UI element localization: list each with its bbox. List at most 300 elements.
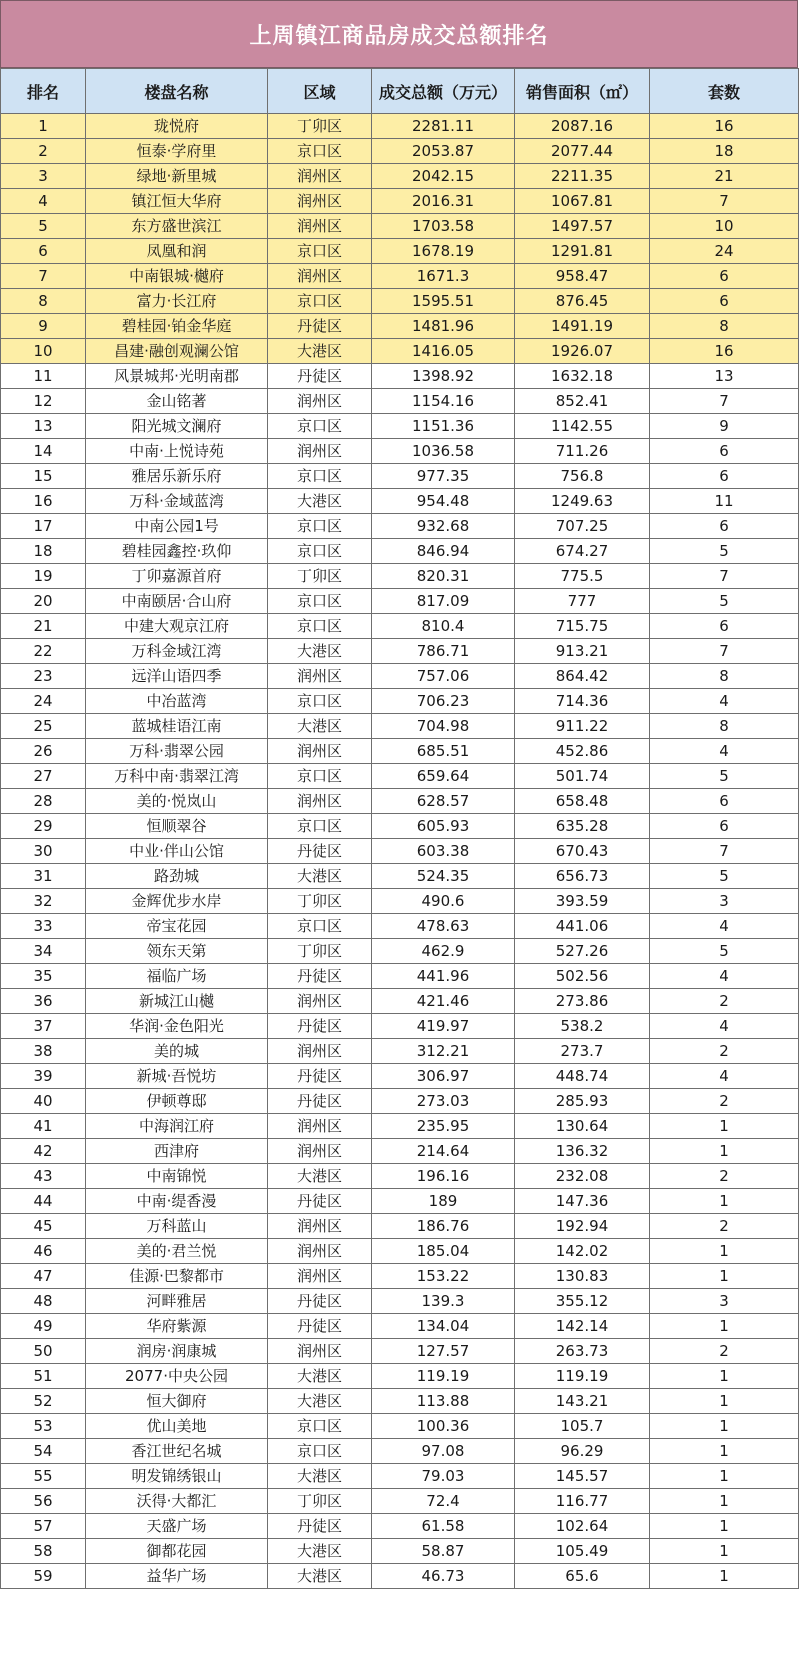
cell-total-amount: 628.57 xyxy=(372,789,515,814)
cell-rank: 24 xyxy=(1,689,86,714)
cell-project-name: 新城·吾悦坊 xyxy=(86,1064,268,1089)
cell-units: 5 xyxy=(650,764,799,789)
cell-project-name: 镇江恒大华府 xyxy=(86,189,268,214)
cell-district: 大港区 xyxy=(268,714,372,739)
cell-rank: 9 xyxy=(1,314,86,339)
cell-total-amount: 441.96 xyxy=(372,964,515,989)
cell-total-amount: 2016.31 xyxy=(372,189,515,214)
cell-project-name: 远洋山语四季 xyxy=(86,664,268,689)
table-row xyxy=(1,689,799,714)
cell-units: 7 xyxy=(650,839,799,864)
cell-district: 京口区 xyxy=(268,414,372,439)
cell-total-amount: 706.23 xyxy=(372,689,515,714)
cell-project-name: 丁卯嘉源首府 xyxy=(86,564,268,589)
cell-rank: 13 xyxy=(1,414,86,439)
cell-units: 6 xyxy=(650,464,799,489)
cell-project-name: 昌建·融创观澜公馆 xyxy=(86,339,268,364)
table-row xyxy=(1,1539,799,1564)
cell-district: 丁卯区 xyxy=(268,889,372,914)
cell-sales-area: 756.8 xyxy=(515,464,650,489)
cell-units: 8 xyxy=(650,314,799,339)
cell-district: 大港区 xyxy=(268,1389,372,1414)
cell-total-amount: 186.76 xyxy=(372,1214,515,1239)
cell-rank: 33 xyxy=(1,914,86,939)
cell-project-name: 华府紫源 xyxy=(86,1314,268,1339)
table-row xyxy=(1,864,799,889)
cell-units: 6 xyxy=(650,514,799,539)
cell-sales-area: 142.14 xyxy=(515,1314,650,1339)
cell-sales-area: 263.73 xyxy=(515,1339,650,1364)
cell-units: 1 xyxy=(650,1314,799,1339)
cell-project-name: 蓝城桂语江南 xyxy=(86,714,268,739)
ranking-table xyxy=(0,68,799,1589)
cell-rank: 51 xyxy=(1,1364,86,1389)
cell-project-name: 美的·君兰悦 xyxy=(86,1239,268,1264)
table-row xyxy=(1,214,799,239)
cell-district: 丹徒区 xyxy=(268,1289,372,1314)
cell-units: 1 xyxy=(650,1264,799,1289)
cell-units: 5 xyxy=(650,539,799,564)
cell-rank: 6 xyxy=(1,239,86,264)
cell-units: 6 xyxy=(650,614,799,639)
cell-total-amount: 704.98 xyxy=(372,714,515,739)
cell-units: 4 xyxy=(650,964,799,989)
cell-project-name: 中南·上悦诗苑 xyxy=(86,439,268,464)
table-row xyxy=(1,639,799,664)
cell-project-name: 沃得·大都汇 xyxy=(86,1489,268,1514)
table-row xyxy=(1,964,799,989)
cell-sales-area: 958.47 xyxy=(515,264,650,289)
cell-sales-area: 538.2 xyxy=(515,1014,650,1039)
cell-rank: 34 xyxy=(1,939,86,964)
cell-district: 大港区 xyxy=(268,1464,372,1489)
cell-district: 润州区 xyxy=(268,1114,372,1139)
cell-total-amount: 810.4 xyxy=(372,614,515,639)
cell-project-name: 西津府 xyxy=(86,1139,268,1164)
cell-units: 2 xyxy=(650,1089,799,1114)
cell-rank: 36 xyxy=(1,989,86,1014)
cell-district: 丁卯区 xyxy=(268,114,372,139)
cell-district: 京口区 xyxy=(268,1439,372,1464)
cell-sales-area: 711.26 xyxy=(515,439,650,464)
table-row xyxy=(1,389,799,414)
cell-total-amount: 817.09 xyxy=(372,589,515,614)
cell-project-name: 雅居乐新乐府 xyxy=(86,464,268,489)
table-row xyxy=(1,1314,799,1339)
cell-project-name: 万科·翡翠公园 xyxy=(86,739,268,764)
cell-rank: 28 xyxy=(1,789,86,814)
cell-rank: 16 xyxy=(1,489,86,514)
cell-units: 21 xyxy=(650,164,799,189)
cell-sales-area: 147.36 xyxy=(515,1189,650,1214)
header-rank: 排名 xyxy=(1,69,86,114)
cell-district: 润州区 xyxy=(268,1264,372,1289)
table-row xyxy=(1,739,799,764)
table-row xyxy=(1,239,799,264)
cell-district: 丹徒区 xyxy=(268,1014,372,1039)
cell-units: 2 xyxy=(650,1339,799,1364)
table-row xyxy=(1,939,799,964)
table-row xyxy=(1,1264,799,1289)
table-row xyxy=(1,514,799,539)
cell-units: 6 xyxy=(650,789,799,814)
header-units: 套数 xyxy=(650,69,799,114)
header-district: 区域 xyxy=(268,69,372,114)
cell-project-name: 香江世纪名城 xyxy=(86,1439,268,1464)
header-project-name: 楼盘名称 xyxy=(86,69,268,114)
cell-total-amount: 100.36 xyxy=(372,1414,515,1439)
cell-sales-area: 913.21 xyxy=(515,639,650,664)
cell-units: 6 xyxy=(650,814,799,839)
table-row xyxy=(1,464,799,489)
cell-total-amount: 1151.36 xyxy=(372,414,515,439)
cell-sales-area: 2087.16 xyxy=(515,114,650,139)
cell-units: 1 xyxy=(650,1439,799,1464)
cell-rank: 32 xyxy=(1,889,86,914)
cell-project-name: 珑悦府 xyxy=(86,114,268,139)
cell-units: 1 xyxy=(650,1489,799,1514)
cell-district: 润州区 xyxy=(268,664,372,689)
cell-units: 1 xyxy=(650,1239,799,1264)
cell-rank: 7 xyxy=(1,264,86,289)
cell-sales-area: 65.6 xyxy=(515,1564,650,1589)
cell-total-amount: 312.21 xyxy=(372,1039,515,1064)
cell-rank: 29 xyxy=(1,814,86,839)
cell-sales-area: 105.7 xyxy=(515,1414,650,1439)
cell-units: 1 xyxy=(650,1539,799,1564)
cell-total-amount: 2281.11 xyxy=(372,114,515,139)
table-row xyxy=(1,914,799,939)
cell-total-amount: 2042.15 xyxy=(372,164,515,189)
table-row xyxy=(1,364,799,389)
cell-project-name: 金辉优步水岸 xyxy=(86,889,268,914)
cell-sales-area: 393.59 xyxy=(515,889,650,914)
cell-rank: 46 xyxy=(1,1239,86,1264)
cell-sales-area: 448.74 xyxy=(515,1064,650,1089)
table-row xyxy=(1,1164,799,1189)
table-row xyxy=(1,164,799,189)
cell-project-name: 华润·金色阳光 xyxy=(86,1014,268,1039)
cell-total-amount: 306.97 xyxy=(372,1064,515,1089)
cell-rank: 12 xyxy=(1,389,86,414)
cell-rank: 37 xyxy=(1,1014,86,1039)
cell-total-amount: 134.04 xyxy=(372,1314,515,1339)
cell-units: 7 xyxy=(650,639,799,664)
cell-total-amount: 127.57 xyxy=(372,1339,515,1364)
table-row xyxy=(1,1014,799,1039)
cell-total-amount: 1671.3 xyxy=(372,264,515,289)
cell-units: 16 xyxy=(650,114,799,139)
cell-sales-area: 143.21 xyxy=(515,1389,650,1414)
cell-district: 京口区 xyxy=(268,464,372,489)
table-row xyxy=(1,414,799,439)
cell-district: 丹徒区 xyxy=(268,1064,372,1089)
cell-project-name: 新城江山樾 xyxy=(86,989,268,1014)
cell-total-amount: 524.35 xyxy=(372,864,515,889)
cell-units: 2 xyxy=(650,1164,799,1189)
cell-total-amount: 462.9 xyxy=(372,939,515,964)
cell-sales-area: 658.48 xyxy=(515,789,650,814)
cell-rank: 41 xyxy=(1,1114,86,1139)
cell-district: 大港区 xyxy=(268,489,372,514)
cell-sales-area: 102.64 xyxy=(515,1514,650,1539)
cell-rank: 2 xyxy=(1,139,86,164)
cell-project-name: 益华广场 xyxy=(86,1564,268,1589)
cell-total-amount: 1036.58 xyxy=(372,439,515,464)
cell-total-amount: 273.03 xyxy=(372,1089,515,1114)
cell-project-name: 明发锦绣银山 xyxy=(86,1464,268,1489)
cell-project-name: 恒顺翠谷 xyxy=(86,814,268,839)
cell-sales-area: 1497.57 xyxy=(515,214,650,239)
cell-units: 1 xyxy=(650,1389,799,1414)
cell-district: 润州区 xyxy=(268,989,372,1014)
cell-district: 大港区 xyxy=(268,1539,372,1564)
cell-total-amount: 1703.58 xyxy=(372,214,515,239)
cell-district: 大港区 xyxy=(268,339,372,364)
cell-rank: 18 xyxy=(1,539,86,564)
cell-project-name: 美的·悦岚山 xyxy=(86,789,268,814)
table-row xyxy=(1,764,799,789)
cell-rank: 14 xyxy=(1,439,86,464)
cell-total-amount: 605.93 xyxy=(372,814,515,839)
table-row xyxy=(1,314,799,339)
cell-project-name: 东方盛世滨江 xyxy=(86,214,268,239)
cell-rank: 10 xyxy=(1,339,86,364)
cell-project-name: 万科蓝山 xyxy=(86,1214,268,1239)
cell-sales-area: 1249.63 xyxy=(515,489,650,514)
cell-sales-area: 145.57 xyxy=(515,1464,650,1489)
table-row xyxy=(1,1364,799,1389)
cell-district: 京口区 xyxy=(268,614,372,639)
cell-district: 润州区 xyxy=(268,389,372,414)
cell-units: 1 xyxy=(650,1364,799,1389)
cell-rank: 21 xyxy=(1,614,86,639)
cell-sales-area: 715.75 xyxy=(515,614,650,639)
cell-units: 4 xyxy=(650,1014,799,1039)
cell-units: 6 xyxy=(650,439,799,464)
cell-district: 丹徒区 xyxy=(268,839,372,864)
cell-project-name: 中南颐居·合山府 xyxy=(86,589,268,614)
table-body xyxy=(1,114,799,1589)
cell-district: 京口区 xyxy=(268,239,372,264)
cell-project-name: 中南银城·樾府 xyxy=(86,264,268,289)
cell-total-amount: 757.06 xyxy=(372,664,515,689)
cell-project-name: 福临广场 xyxy=(86,964,268,989)
cell-rank: 44 xyxy=(1,1189,86,1214)
table-row xyxy=(1,1339,799,1364)
cell-project-name: 万科金域江湾 xyxy=(86,639,268,664)
cell-units: 5 xyxy=(650,939,799,964)
cell-units: 4 xyxy=(650,914,799,939)
table-row xyxy=(1,814,799,839)
table-row xyxy=(1,664,799,689)
cell-sales-area: 527.26 xyxy=(515,939,650,964)
cell-total-amount: 1416.05 xyxy=(372,339,515,364)
cell-units: 1 xyxy=(650,1189,799,1214)
cell-district: 润州区 xyxy=(268,214,372,239)
cell-rank: 43 xyxy=(1,1164,86,1189)
cell-total-amount: 846.94 xyxy=(372,539,515,564)
cell-sales-area: 775.5 xyxy=(515,564,650,589)
cell-rank: 52 xyxy=(1,1389,86,1414)
table-row xyxy=(1,489,799,514)
table-row xyxy=(1,1114,799,1139)
cell-rank: 1 xyxy=(1,114,86,139)
cell-rank: 59 xyxy=(1,1564,86,1589)
cell-district: 丁卯区 xyxy=(268,564,372,589)
cell-rank: 15 xyxy=(1,464,86,489)
table-row xyxy=(1,564,799,589)
cell-units: 13 xyxy=(650,364,799,389)
cell-total-amount: 419.97 xyxy=(372,1014,515,1039)
cell-units: 24 xyxy=(650,239,799,264)
cell-rank: 3 xyxy=(1,164,86,189)
cell-project-name: 中业·伴山公馆 xyxy=(86,839,268,864)
cell-district: 京口区 xyxy=(268,589,372,614)
cell-project-name: 中南锦悦 xyxy=(86,1164,268,1189)
cell-units: 1 xyxy=(650,1514,799,1539)
cell-project-name: 碧桂园鑫控·玖仰 xyxy=(86,539,268,564)
cell-units: 4 xyxy=(650,689,799,714)
cell-units: 4 xyxy=(650,739,799,764)
cell-district: 京口区 xyxy=(268,1414,372,1439)
cell-project-name: 御都花园 xyxy=(86,1539,268,1564)
table-row xyxy=(1,989,799,1014)
cell-district: 京口区 xyxy=(268,689,372,714)
cell-project-name: 佳源·巴黎都市 xyxy=(86,1264,268,1289)
cell-total-amount: 977.35 xyxy=(372,464,515,489)
cell-sales-area: 136.32 xyxy=(515,1139,650,1164)
table-row xyxy=(1,589,799,614)
cell-district: 润州区 xyxy=(268,1214,372,1239)
table-row xyxy=(1,1039,799,1064)
cell-sales-area: 273.7 xyxy=(515,1039,650,1064)
cell-project-name: 中南公园1号 xyxy=(86,514,268,539)
cell-district: 京口区 xyxy=(268,814,372,839)
cell-district: 润州区 xyxy=(268,264,372,289)
cell-units: 1 xyxy=(650,1464,799,1489)
cell-total-amount: 2053.87 xyxy=(372,139,515,164)
cell-sales-area: 707.25 xyxy=(515,514,650,539)
cell-units: 10 xyxy=(650,214,799,239)
cell-units: 5 xyxy=(650,864,799,889)
cell-total-amount: 196.16 xyxy=(372,1164,515,1189)
cell-district: 丹徒区 xyxy=(268,1189,372,1214)
cell-sales-area: 130.64 xyxy=(515,1114,650,1139)
cell-sales-area: 192.94 xyxy=(515,1214,650,1239)
cell-district: 润州区 xyxy=(268,1339,372,1364)
cell-sales-area: 2211.35 xyxy=(515,164,650,189)
table-row xyxy=(1,714,799,739)
cell-district: 丹徒区 xyxy=(268,314,372,339)
table-row xyxy=(1,1289,799,1314)
cell-total-amount: 214.64 xyxy=(372,1139,515,1164)
cell-sales-area: 501.74 xyxy=(515,764,650,789)
cell-project-name: 中南·缇香漫 xyxy=(86,1189,268,1214)
cell-project-name: 绿地·新里城 xyxy=(86,164,268,189)
cell-total-amount: 1154.16 xyxy=(372,389,515,414)
cell-total-amount: 1678.19 xyxy=(372,239,515,264)
table-row xyxy=(1,114,799,139)
cell-total-amount: 659.64 xyxy=(372,764,515,789)
cell-district: 大港区 xyxy=(268,1364,372,1389)
table-row xyxy=(1,1239,799,1264)
cell-sales-area: 1926.07 xyxy=(515,339,650,364)
header-sales-area: 销售面积（㎡） xyxy=(515,69,650,114)
cell-rank: 11 xyxy=(1,364,86,389)
cell-sales-area: 355.12 xyxy=(515,1289,650,1314)
cell-total-amount: 954.48 xyxy=(372,489,515,514)
cell-units: 7 xyxy=(650,189,799,214)
table-row xyxy=(1,1414,799,1439)
cell-district: 丹徒区 xyxy=(268,364,372,389)
cell-sales-area: 852.41 xyxy=(515,389,650,414)
cell-units: 5 xyxy=(650,589,799,614)
table-row xyxy=(1,1489,799,1514)
cell-district: 大港区 xyxy=(268,864,372,889)
cell-total-amount: 72.4 xyxy=(372,1489,515,1514)
cell-district: 京口区 xyxy=(268,139,372,164)
cell-project-name: 领东天第 xyxy=(86,939,268,964)
cell-sales-area: 232.08 xyxy=(515,1164,650,1189)
cell-units: 7 xyxy=(650,564,799,589)
table-row xyxy=(1,139,799,164)
cell-total-amount: 786.71 xyxy=(372,639,515,664)
cell-project-name: 优山美地 xyxy=(86,1414,268,1439)
table-row xyxy=(1,1189,799,1214)
table-row xyxy=(1,289,799,314)
table-row xyxy=(1,839,799,864)
cell-rank: 39 xyxy=(1,1064,86,1089)
cell-total-amount: 1595.51 xyxy=(372,289,515,314)
cell-sales-area: 670.43 xyxy=(515,839,650,864)
table-row xyxy=(1,1464,799,1489)
cell-project-name: 金山铭著 xyxy=(86,389,268,414)
cell-total-amount: 61.58 xyxy=(372,1514,515,1539)
cell-units: 8 xyxy=(650,664,799,689)
cell-rank: 40 xyxy=(1,1089,86,1114)
cell-district: 京口区 xyxy=(268,914,372,939)
cell-rank: 19 xyxy=(1,564,86,589)
cell-project-name: 万科中南·翡翠江湾 xyxy=(86,764,268,789)
table-row xyxy=(1,439,799,464)
table-row xyxy=(1,189,799,214)
cell-district: 京口区 xyxy=(268,539,372,564)
cell-rank: 53 xyxy=(1,1414,86,1439)
cell-sales-area: 714.36 xyxy=(515,689,650,714)
table-header-row xyxy=(1,69,799,114)
cell-rank: 48 xyxy=(1,1289,86,1314)
cell-sales-area: 116.77 xyxy=(515,1489,650,1514)
cell-district: 丹徒区 xyxy=(268,1314,372,1339)
cell-sales-area: 142.02 xyxy=(515,1239,650,1264)
cell-project-name: 碧桂园·铂金华庭 xyxy=(86,314,268,339)
cell-district: 京口区 xyxy=(268,514,372,539)
table-row xyxy=(1,1214,799,1239)
cell-sales-area: 1491.19 xyxy=(515,314,650,339)
cell-total-amount: 235.95 xyxy=(372,1114,515,1139)
table-row xyxy=(1,1089,799,1114)
cell-units: 2 xyxy=(650,1039,799,1064)
cell-rank: 31 xyxy=(1,864,86,889)
cell-project-name: 富力·长江府 xyxy=(86,289,268,314)
cell-rank: 49 xyxy=(1,1314,86,1339)
table-row xyxy=(1,539,799,564)
cell-total-amount: 421.46 xyxy=(372,989,515,1014)
cell-total-amount: 685.51 xyxy=(372,739,515,764)
cell-sales-area: 105.49 xyxy=(515,1539,650,1564)
cell-total-amount: 79.03 xyxy=(372,1464,515,1489)
